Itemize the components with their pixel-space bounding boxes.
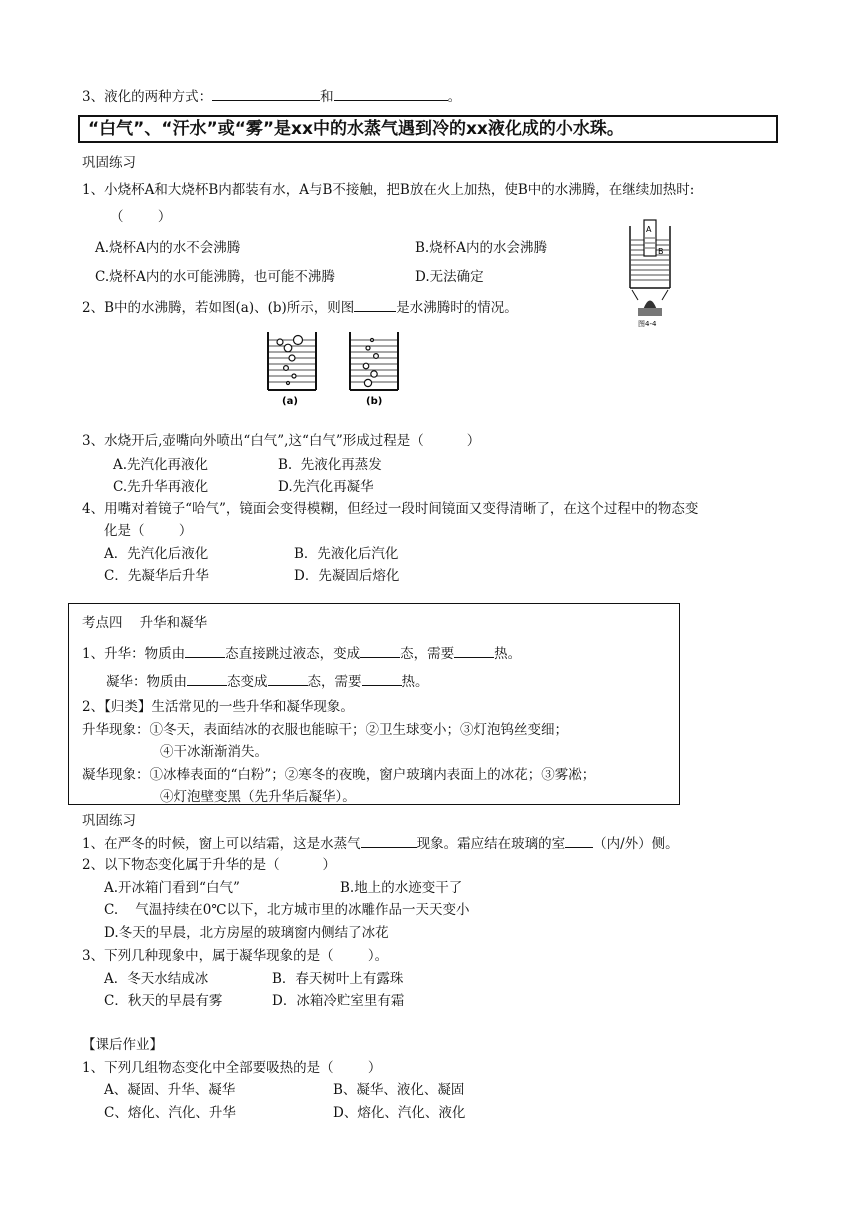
- option-b[interactable]: B、凝华、液化、凝固: [333, 1082, 465, 1098]
- option-d[interactable]: D、熔化、汽化、液化: [333, 1105, 466, 1121]
- section-heading: 巩固练习: [82, 155, 136, 171]
- deposition-examples: 凝华现象：①冰棒表面的“白粉”；②寒冬的夜晚，窗户玻璃内表面上的冰花；③雾凇；: [82, 767, 596, 783]
- question-2: 2、以下物态变化属于升华的是（ ）: [82, 857, 337, 873]
- option-b[interactable]: B. 先液化再蒸发: [278, 457, 382, 473]
- question-3: 3、下列几种现象中，属于凝华现象的是（ ）。: [82, 948, 389, 964]
- homework-heading: 【课后作业】: [82, 1037, 163, 1053]
- beaker-a: [268, 332, 316, 407]
- deposition-def: 凝华：物质由 态变成 态，需要 热。: [106, 674, 429, 690]
- option-b[interactable]: B．春天树叶上有露珠: [272, 971, 404, 987]
- figure-label-b: (b): [366, 396, 383, 407]
- answer-blank[interactable]: [360, 644, 400, 658]
- deposition-examples-cont: ④灯泡壁变黑（先升华后凝华）。: [160, 789, 356, 805]
- homework-question-1: 1、下列几组物态变化中全部要吸热的是（ ）: [82, 1060, 382, 1076]
- classification-line: 2、【归类】生活常见的一些升华和凝华现象。: [82, 699, 354, 715]
- option-c[interactable]: C．秋天的早晨有雾: [104, 993, 223, 1009]
- option-a[interactable]: A.烧杯A内的水不会沸腾: [95, 240, 241, 256]
- beaker-label-b: B: [658, 247, 664, 256]
- option-b[interactable]: B.烧杯A内的水会沸腾: [415, 240, 547, 256]
- answer-blank[interactable]: [361, 834, 417, 848]
- sublimation-def: 1、升华：物质由 态直接跳过液态，变成 态，需要 热。: [82, 646, 522, 662]
- option-a[interactable]: A.先汽化再液化: [113, 457, 209, 473]
- answer-blank[interactable]: [565, 834, 593, 848]
- option-c[interactable]: C.先升华再液化: [113, 479, 209, 495]
- option-a[interactable]: A．先汽化后液化: [104, 546, 209, 562]
- answer-blank[interactable]: [354, 298, 396, 312]
- answer-paren: （ ）: [110, 209, 172, 225]
- option-d[interactable]: D．冰箱冷贮室里有霜: [272, 993, 405, 1009]
- option-d[interactable]: D.先汽化再凝华: [278, 479, 374, 495]
- beaker-figure: [620, 218, 680, 330]
- answer-blank[interactable]: [454, 644, 494, 658]
- option-b[interactable]: B.地上的水迹变干了: [340, 880, 463, 896]
- option-a[interactable]: A.开冰箱门看到“白气”: [104, 880, 240, 896]
- option-a[interactable]: A．冬天水结成冰: [104, 971, 209, 987]
- answer-blank[interactable]: [362, 672, 402, 686]
- key-point-banner: “白气”、“汗水”或“雾”是xx中的水蒸气遇到冷的xx液化成的小水珠。: [78, 115, 778, 143]
- answer-blank[interactable]: [212, 87, 320, 101]
- sublimation-examples: 升华现象：①冬天，表面结冰的衣服也能晾干；②卫生球变小；③灯泡钨丝变细；: [82, 722, 568, 738]
- beaker-label-a: A: [646, 225, 652, 234]
- option-c[interactable]: C．先凝华后升华: [104, 568, 209, 584]
- figure-label-a: (a): [282, 396, 298, 407]
- question-4-cont: 化是（ ）: [104, 523, 193, 539]
- answer-blank[interactable]: [268, 672, 308, 686]
- question-3: 3、水烧开后,壶嘴向外喷出“白气”,这“白气”形成过程是（ ）: [82, 433, 481, 449]
- question-2: 2、B中的水沸腾，若如图(a)、(b)所示，则图 是水沸腾时的情况。: [82, 300, 518, 316]
- question-4: 4、用嘴对着镜子“哈气”，镜面会变得模糊，但经过一段时间镜面又变得清晰了，在这个过程中的物态变: [82, 501, 699, 517]
- option-d[interactable]: D.无法确定: [415, 269, 484, 285]
- sublimation-examples-cont: ④干冰渐渐消失。: [160, 744, 268, 760]
- question-1: 1、在严冬的时候，窗上可以结霜，这是水蒸气 现象。霜应结在玻璃的室 （内/外）侧。: [82, 836, 679, 852]
- answer-blank[interactable]: [334, 87, 448, 101]
- beaker-b: [350, 332, 398, 407]
- option-c[interactable]: C.烧杯A内的水可能沸腾，也可能不沸腾: [95, 269, 335, 285]
- liquefaction-question: 3、液化的两种方式： 和 。: [82, 89, 462, 105]
- figure-number: 图4-4: [638, 320, 657, 328]
- boiling-figure: [262, 328, 412, 408]
- option-c[interactable]: C、熔化、汽化、升华: [104, 1105, 236, 1121]
- section-heading: 巩固练习: [82, 813, 136, 829]
- question-1: 1、小烧杯A和大烧杯B内都装有水，A与B不接触，把B放在火上加热，使B中的水沸腾，在继续加热时:: [82, 182, 695, 198]
- option-b[interactable]: B．先液化后汽化: [294, 546, 399, 562]
- option-c[interactable]: C. 气温持续在0℃以下，北方城市里的冰雕作品一天天变小: [104, 902, 470, 918]
- box-title: 考点四 升华和凝华: [82, 615, 208, 631]
- option-a[interactable]: A、凝固、升华、凝华: [104, 1082, 236, 1098]
- option-d[interactable]: D.冬天的早晨，北方房屋的玻璃窗内侧结了冰花: [104, 925, 389, 941]
- answer-blank[interactable]: [187, 672, 227, 686]
- answer-blank[interactable]: [185, 644, 225, 658]
- option-d[interactable]: D．先凝固后熔化: [294, 568, 400, 584]
